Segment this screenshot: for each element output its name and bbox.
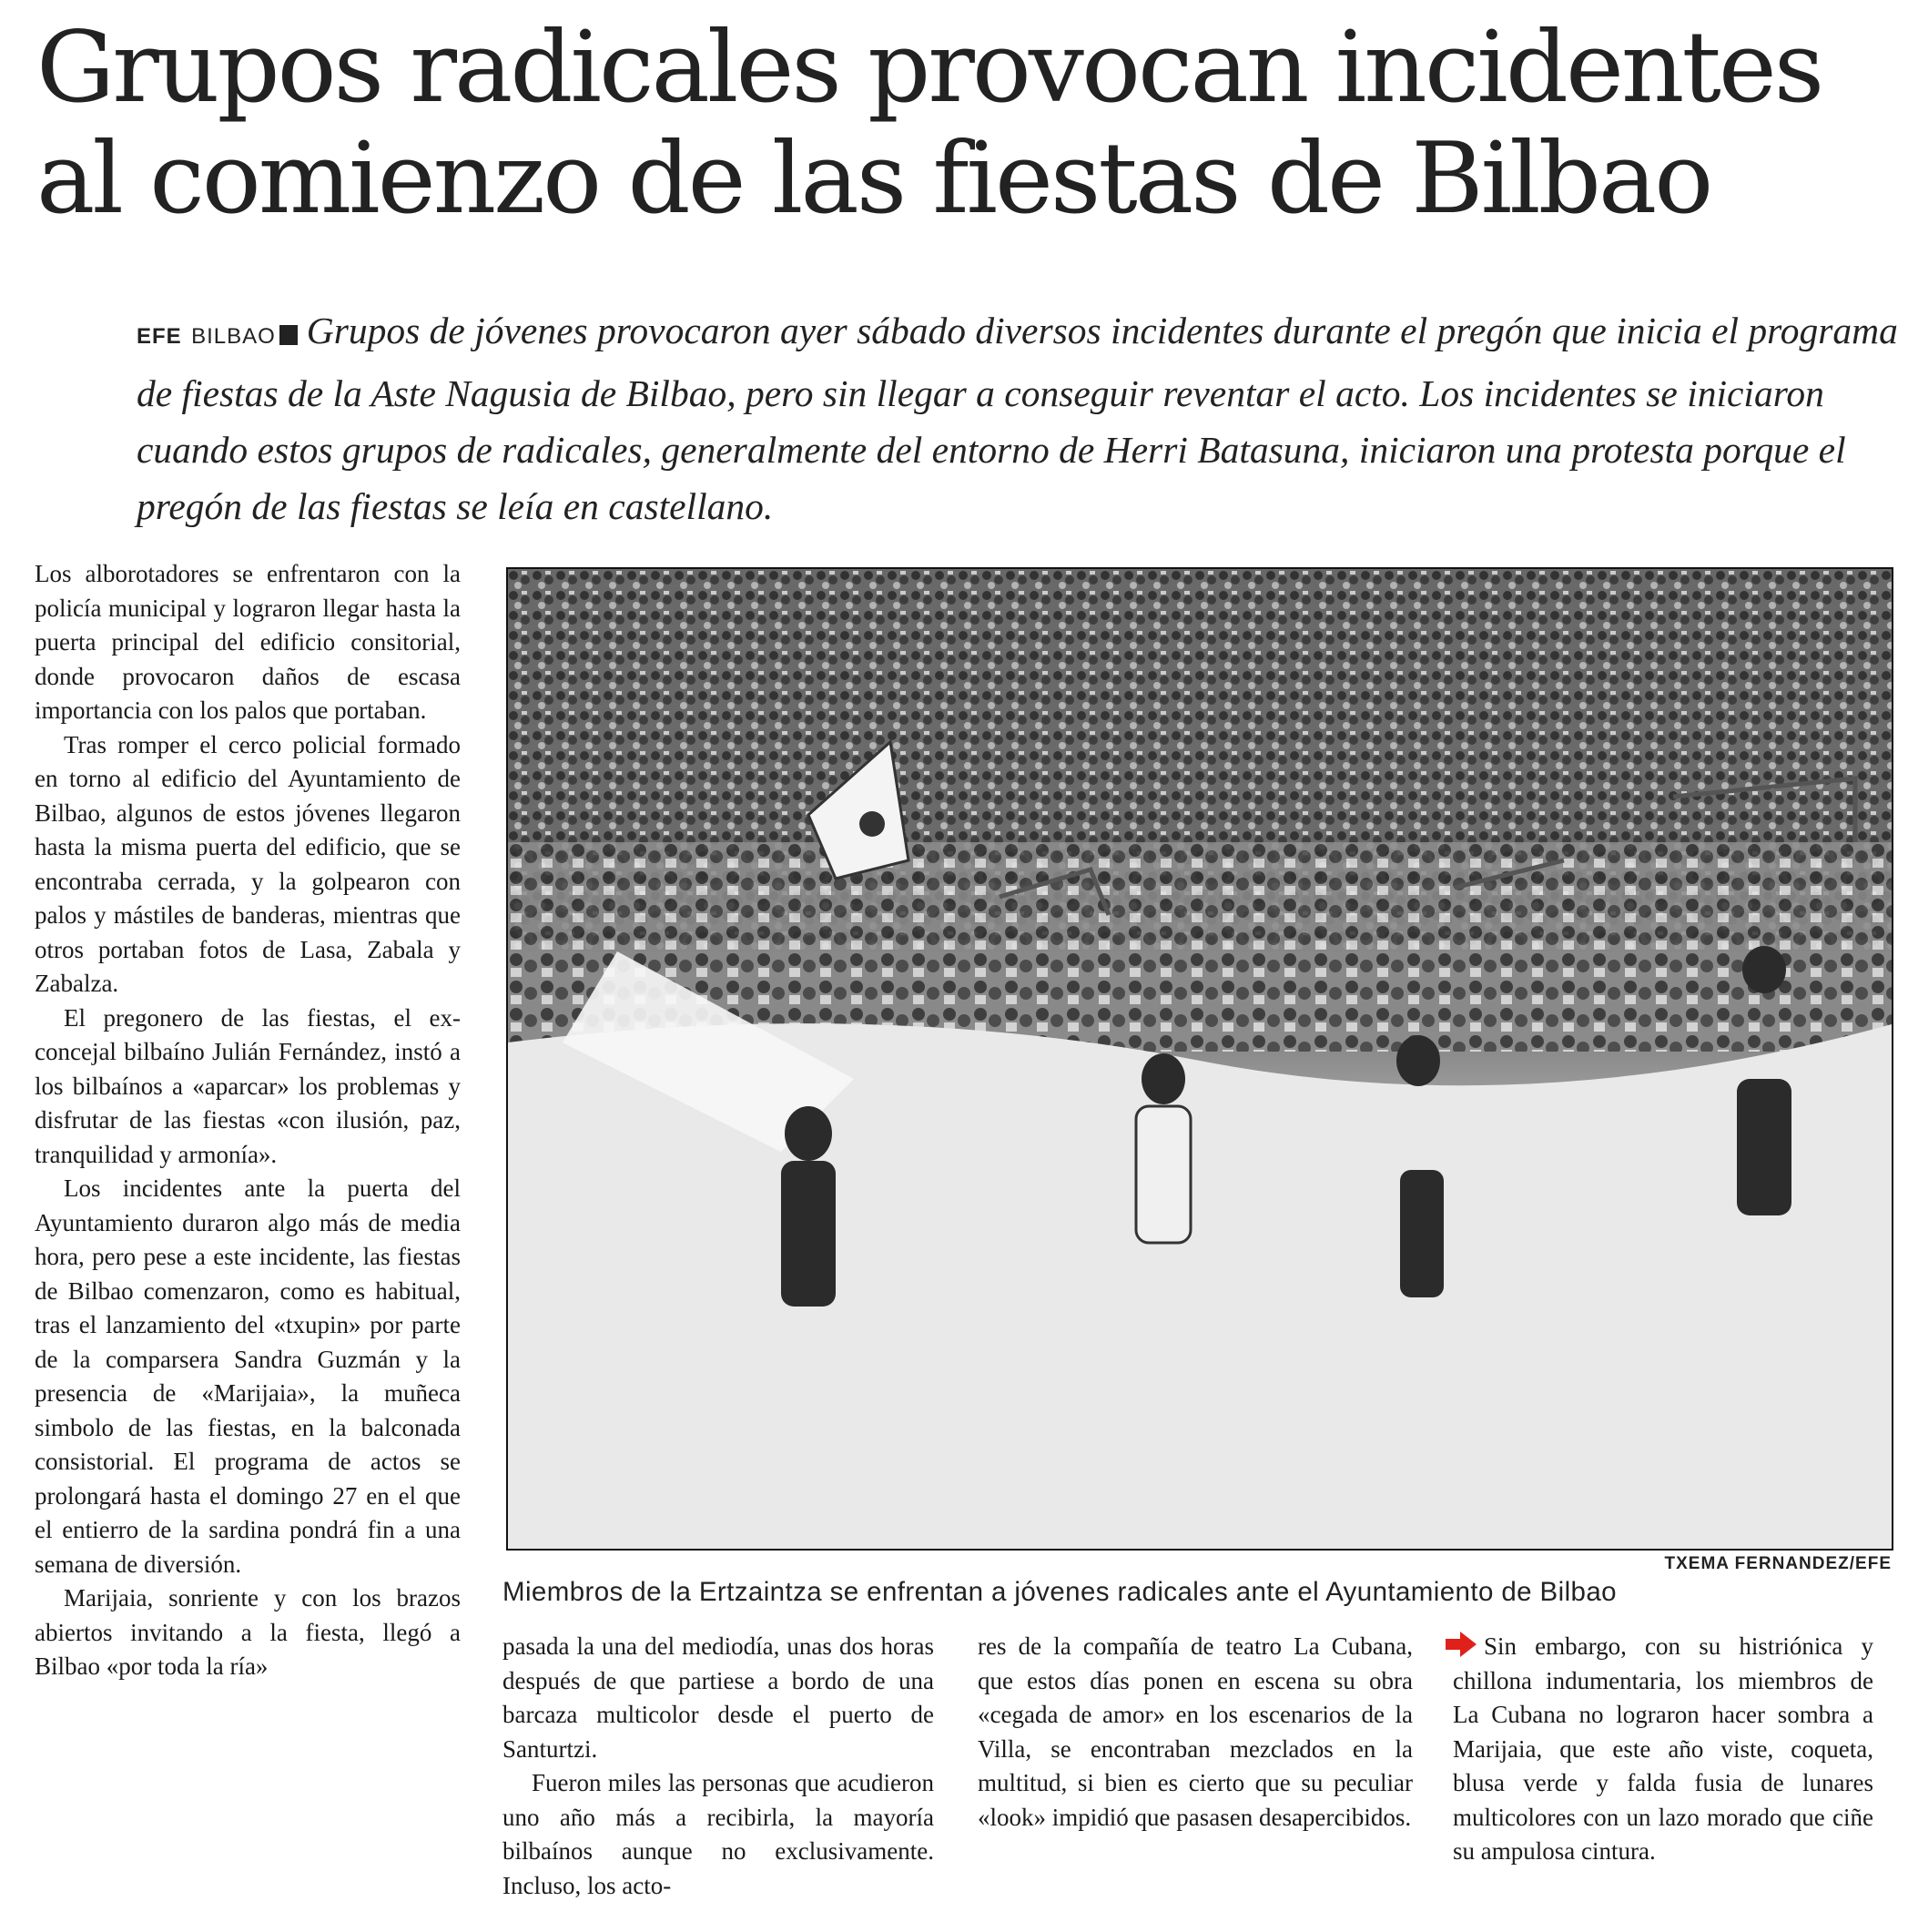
body-paragraph: Los alborotadores se enfrentaron con la policía municipal y lograron llegar hasta la puerta principal del edificio consitorial, donde provocaron daños de escasa importancia con los palos que portaban. xyxy=(35,560,461,724)
dateline-city: BILBAO xyxy=(191,324,276,349)
lede-paragraph xyxy=(137,302,1908,534)
body-paragraph: Tras romper el cerco policial formado en torno al edificio del Ayuntamiento de Bilbao, algunos de estos jóvenes llegaron hasta la misma puerta del edificio, que se encontraba cerrada, y la golpearon con palos y mástiles de banderas, mientras que otros portaban fotos de Lasa, Zabala y Zabalza. xyxy=(35,730,461,997)
body-column-4 xyxy=(1453,1630,1873,1869)
headline-line-2: al comienzo de las fiestas de Bilbao xyxy=(36,122,1711,236)
body-paragraph-text: Sin embargo, con su histriónica y chillona indumentaria, los miembros de La Cubana no lograron hacer sombra a Marijaia, que este año viste, coqueta, blusa verde y falda fusia de lunares multicolores con un lazo morado que ciñe su ampulosa cintura. xyxy=(1453,1632,1873,1865)
body-paragraph: Los incidentes ante la puerta del Ayuntamiento duraron algo más de media hora, pero pese a este incidente, las fiestas de Bilbao comenzaron, como es habitual, tras el lanzamiento del «txupin» por parte de la comparsera Sandra Guzmán y la presencia de «Marijaia», la muñeca simbolo de las fiestas, en la balconada consistorial. El programa de actos se prolongará hasta el domingo 27 en el que el entierro de la sardina pondrá fin a una semana de diversión. xyxy=(35,1174,461,1578)
body-paragraph: Marijaia, sonriente y con los brazos abiertos invitando a la fiesta, llegó a Bilbao «por toda la ría» xyxy=(35,1584,461,1680)
body-paragraph: pasada la una del mediodía, unas dos horas después de que partiese a bordo de una barcaza multicolor desde el puerto de Santurtzi. xyxy=(502,1632,934,1763)
crowd-photo-image xyxy=(508,569,1892,1549)
photo-credit: TXEMA FERNANDEZ/EFE xyxy=(1664,1554,1892,1573)
dateline-square-marker xyxy=(279,325,298,345)
body-column-2 xyxy=(502,1630,934,1903)
body-column-3 xyxy=(978,1630,1413,1835)
red-arrow-icon xyxy=(1446,1634,1477,1654)
photo-caption: Miembros de la Ertzaintza se enfrentan a jóvenes radicales ante el Ayuntamiento de Bilbao xyxy=(502,1577,1617,1607)
body-paragraph: Fueron miles las personas que acudieron uno año más a recibirla, la mayoría bilbaínos aunque no exclusivamente. Incluso, los acto- xyxy=(502,1769,934,1899)
headline-line-1: Grupos radicales provocan incidentes xyxy=(36,11,1822,125)
body-paragraph-marked xyxy=(1453,1630,1873,1869)
body-column-1 xyxy=(35,557,461,1684)
body-paragraph: res de la compañía de teatro La Cubana, que estos días ponen en escena su obra «cegada de amor» en los escenarios de la Villa, se encontraban mezclados en la multitud, si bien es cierto que su peculiar «look» impidió que pasasen desapercibidos. xyxy=(978,1632,1413,1831)
dateline-agency: EFE xyxy=(137,324,182,349)
news-photo xyxy=(506,567,1893,1551)
body-paragraph: El pregonero de las fiestas, el ex-concejal bilbaíno Julián Fernández, instó a los bilbaínos a «aparcar» los problemas y disfrutar de las fiestas «con ilusión, paz, tranquilidad y armonía». xyxy=(35,1003,461,1168)
headline xyxy=(36,13,1884,235)
lede-text: Grupos de jóvenes provocaron ayer sábado diversos incidentes durante el pregón que inicia el programa de fiestas de la Aste Nagusia de Bilbao, pero sin llegar a conseguir reventar el acto. Los incidentes se iniciaron cuando estos grupos de radicales, generalmente del entorno de Herri Batasuna, iniciaron una protesta porque el pregón de las fiestas se leía en castellano. xyxy=(137,310,1898,527)
